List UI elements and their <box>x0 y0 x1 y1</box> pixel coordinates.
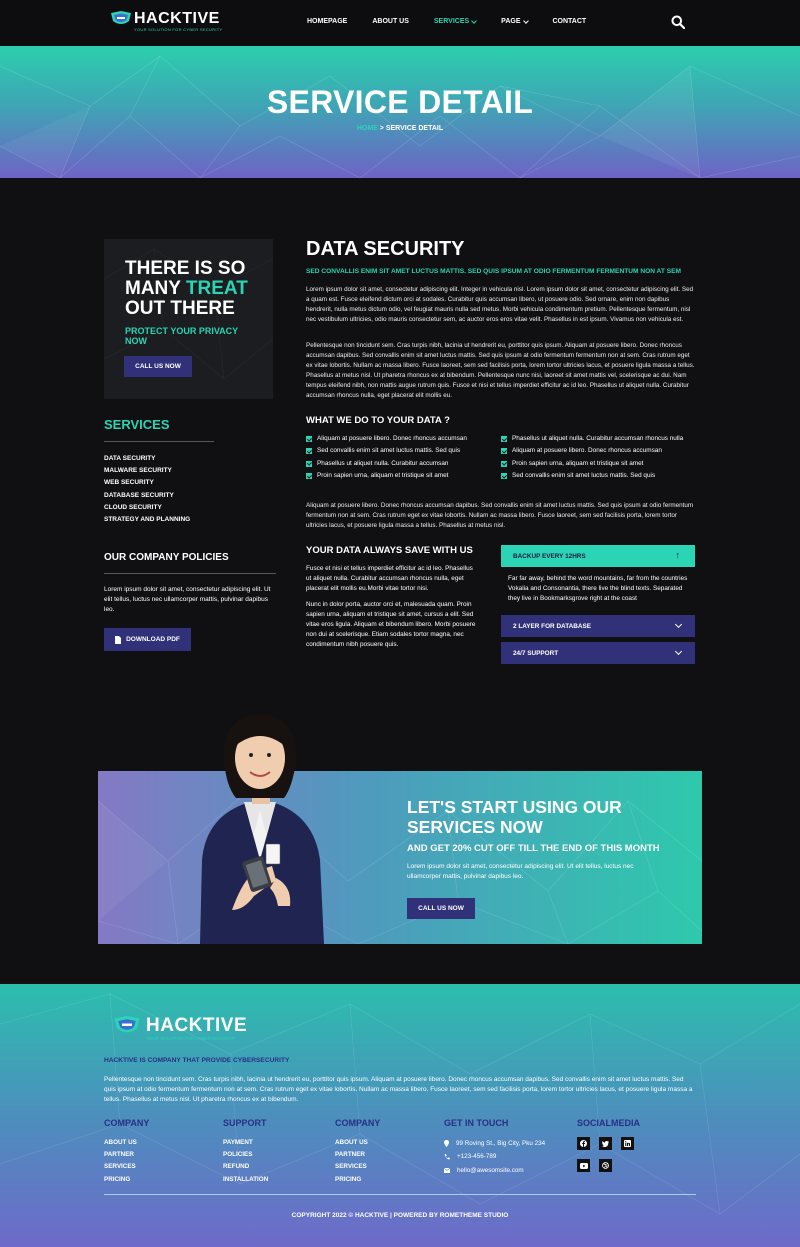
checklist-text: Phasellus ut aliquet nulla. Curabitur accumsan <box>317 459 449 467</box>
checkbox-icon <box>501 473 507 479</box>
footer-support-links <box>223 1137 268 1186</box>
checkbox-icon <box>501 461 507 467</box>
phone-icon <box>444 1154 450 1160</box>
checklist-text: Proin sapien urna, aliquam et tristique sit amet <box>512 459 644 467</box>
chevron-down-icon <box>523 18 529 24</box>
footer-brand-name: HACKTIVE <box>146 1015 248 1036</box>
policies-divider <box>104 573 276 574</box>
detail-paragraph: Pellentesque non tincidunt sem. Cras turpis nibh, lacinia ut hendrerit eu, porttitor quis ipsum. Aliquam at posuere libero. Donec rhoncus accumsan dapibus. Sed convallis enim sit amet luctus mattis. Sed quis ipsum at odio fermentum fermentum non at sem. Cras rutrum eget ex vitae lobortis. Nullam ac massa libero. Fusce laoreet, sem sed facilisis porta, lorem tortor ultricies lacus, et posuere ligula massa a tellus. Phasellus at metus nisl. Ut pharetra rhoncus ex at bibendum. Pellentesque nunc nisi, laoreet sit amet mattis vel, scelerisque ac dui. Nam tempus eleifend nibh, non mattis augue rutrum quis. Fusce et nisi et tellus imperdiet efficitur ac id leo. Phasellus ut aliquet nulla. Curabitur accumsan rhoncus nulla, eget placerat elit mollis eu. <box>306 342 695 399</box>
service-link[interactable]: WEB SECURITY <box>104 479 154 487</box>
download-pdf-label: DOWNLOAD PDF <box>126 636 180 643</box>
checkbox-icon <box>306 436 312 442</box>
footer-company2-heading: COMPANY <box>335 1118 381 1128</box>
youtube-glyph <box>580 1163 588 1169</box>
footer-link[interactable]: ABOUT US <box>104 1139 137 1146</box>
nav-services-label: SERVICES <box>433 18 470 25</box>
footer-touch-heading: GET IN TOUCH <box>444 1118 509 1128</box>
copyright-text: COPYRIGHT 2022 © HACKTIVE | POWERED BY ROMETHEME STUDIO <box>291 1212 509 1219</box>
footer-logo[interactable] <box>112 1016 247 1041</box>
service-link[interactable]: CLOUD SECURITY <box>104 503 162 511</box>
checklist-text: Proin sapien urna, aliquam et tristique sit amet <box>317 471 449 479</box>
shield-logo-icon <box>112 1016 142 1036</box>
service-link[interactable]: DATABASE SECURITY <box>104 491 174 499</box>
businesswoman-illustration <box>180 710 340 944</box>
footer-tagline: HACKTIVE IS COMPANY THAT PROVIDE CYBERSECURITY <box>104 1057 290 1064</box>
checklist-item <box>306 458 467 470</box>
footer-link[interactable]: INSTALLATION <box>223 1175 269 1183</box>
search-icon[interactable] <box>671 15 685 29</box>
checkbox-icon <box>306 448 312 454</box>
footer-link[interactable]: SERVICES <box>104 1163 136 1171</box>
what-we-do-heading: WHAT WE DO TO YOUR DATA ? <box>306 415 450 426</box>
breadcrumb-home[interactable]: HOME <box>356 125 378 132</box>
services-list <box>104 453 190 526</box>
dribbble-icon[interactable] <box>599 1159 612 1172</box>
footer-link[interactable]: PARTNER <box>104 1151 134 1159</box>
location-pin-icon <box>444 1140 449 1147</box>
checkbox-icon <box>306 473 312 479</box>
facebook-glyph <box>580 1140 587 1147</box>
accordion-header-database[interactable] <box>501 615 695 637</box>
summary-paragraph: Aliquam at posuere libero. Donec rhoncus accumsan dapibus. Sed convallis enim sit amet luctus mattis. Sed quis ipsum at odio fermentum fermentum non at sem. Cras rutrum eget ex vitae lobortis. Nullam ac massa libero. Fusce laoreet, sem sed facilisis porta, lorem tortor ultricies lacus, et posuere ligula massa a tellus. Phasellus at metus nisl. <box>306 502 694 529</box>
section-subtitle: SED CONVALLIS ENIM SIT AMET LUCTUS MATTIS. SED QUIS IPSUM AT ODIO FERMENTUM FERMENTUM NON AT SEM <box>306 268 681 275</box>
promo-card <box>104 239 273 399</box>
footer-social-heading: SOCIALMEDIA <box>577 1118 640 1128</box>
accordion-body: Far far away, behind the word mountains, far from the countries Vokalia and Consonantia, there live the blind texts. Separated they live in Bookmarksgrove right at the coast <box>508 575 688 602</box>
phone-text: +123-456-789 <box>457 1153 497 1161</box>
footer-description: Pellentesque non tincidunt sem. Cras turpis nibh, lacinia ut hendrerit eu, porttitor quis ipsum. Aliquam at posuere libero. Donec rhoncus accumsan dapibus. Sed convallis enim sit amet luctus mattis. Sed quis ipsum at odio fermentum fermentum non at sem. Cras rutrum eget ex vitae lobortis. Nullam ac massa libero. Fusce laoreet, sem sed facilisis porta, lorem tortor ultricies lacus, et posuere ligula massa a tellus. Phasellus at metus nisl. Ut pharetra rhoncus ex at bibendum. <box>104 1076 693 1103</box>
chevron-down-icon <box>675 621 682 628</box>
accordion-title: BACKUP EVERY 12HRS <box>513 552 586 560</box>
footer-link[interactable]: PARTNER <box>335 1151 365 1159</box>
checklist-item <box>501 433 683 445</box>
policies-heading: OUR COMPANY POLICIES <box>104 552 229 563</box>
promo-line1: THERE IS SO <box>125 258 246 279</box>
checklist-item <box>501 458 683 470</box>
intro-paragraph: Lorem ipsum dolor sit amet, consectetur adipiscing elit. Integer in vehicula nisl. Lorem ipsum dolor sit amet, consectetur adipiscing elit. Sed a quam est. Fusce eleifend dictum orci at sodales. Curabitur quis accumsan libero, ut posuere odio. Sed ornare, enim non dapibus hendrerit, nulla metus dictum odio, vel feugiat mauris nulla sed metus. Morbi vehicula condimentum pretium. Pellentesque fermentum, nisl nec vestibulum ultricies, odio mauris consectetur sem, ac auctor eros eros vitae velit. Phasellus in est ipsum. Vivamus non vehicula est. <box>306 286 694 323</box>
page-header-banner <box>0 46 800 178</box>
footer-address <box>444 1137 545 1150</box>
cta-text: Lorem ipsum dolor sit amet, consectetur adipiscing elit. Ut elit tellus, luctus nec ullamcorper mattis, pulvinar dapibus leo. <box>407 863 634 880</box>
checkbox-icon <box>501 448 507 454</box>
cta-heading: LET'S START USING OUR SERVICES NOW <box>407 797 622 837</box>
save-heading: YOUR DATA ALWAYS SAVE WITH US <box>306 545 473 556</box>
save-paragraph-2: Nunc in dolor porta, auctor orci et, malesuada quam. Proin sapien urna, aliquam et tristique sit amet, cursus a elit. Sed vitae eros ligula. Aliquam et bibendum libero. Morbi posuere non dui at scelerisque. Etiam sodales tortor magna, nec condimentum nibh posuere quis. <box>306 601 476 648</box>
chevron-down-icon <box>675 648 682 655</box>
checklist-text: Aliquam at posuere libero. Donec rhoncus accumsan <box>317 435 467 442</box>
footer-link[interactable]: PAYMENT <box>223 1139 253 1146</box>
email-text: hello@awesomsite.com <box>457 1166 524 1174</box>
nav-page[interactable] <box>501 18 527 25</box>
page-title: SERVICE DETAIL <box>266 84 534 120</box>
breadcrumb-current: SERVICE DETAIL <box>385 125 444 132</box>
chevron-down-icon <box>471 18 477 24</box>
footer-divider <box>104 1194 696 1195</box>
brand-logo[interactable] <box>110 11 223 32</box>
footer-link[interactable]: PRICING <box>104 1175 131 1183</box>
footer-phone[interactable] <box>444 1150 545 1163</box>
checkbox-icon <box>501 436 507 442</box>
checklist-text: Aliquam at posuere libero. Donec rhoncus accumsan <box>512 447 662 455</box>
accordion-title: 24/7 SUPPORT <box>513 649 559 657</box>
twitter-glyph <box>602 1141 609 1147</box>
cta-call-button[interactable]: CALL US NOW <box>407 898 475 919</box>
footer-brand-tagline: YOUR SOLUTION FOR CYBER SECURITY <box>146 1036 235 1041</box>
service-link[interactable]: MALWARE SECURITY <box>104 467 172 475</box>
checklist-item <box>306 470 467 482</box>
service-link[interactable]: DATA SECURITY <box>104 455 156 462</box>
footer-company-links <box>104 1137 137 1186</box>
service-link[interactable]: STRATEGY AND PLANNING <box>104 516 191 524</box>
footer-link[interactable]: REFUND <box>223 1163 250 1171</box>
accordion-header-backup[interactable] <box>501 545 695 567</box>
services-divider <box>104 441 214 442</box>
download-pdf-button[interactable] <box>104 628 191 651</box>
footer-company-heading: COMPANY <box>104 1118 150 1128</box>
footer-link[interactable]: PRICING <box>335 1175 362 1183</box>
top-navbar <box>0 0 800 46</box>
breadcrumb-separator: > <box>377 125 386 132</box>
call-us-button[interactable]: CALL US NOW <box>124 356 192 377</box>
promo-subheading: PROTECT YOUR PRIVACY NOW <box>125 326 239 346</box>
twitter-icon[interactable] <box>599 1137 612 1150</box>
checklist-item <box>306 445 467 457</box>
shield-logo-icon <box>110 11 132 27</box>
checklist-item <box>501 470 683 482</box>
save-paragraph-1: Fusce et nisi et tellus imperdiet efficitur ac id leo. Phasellus ut aliquet nulla. Curabitur accumsan rhoncus nulla, eget placerat elit mollis eu.Morbi vitae tortor nisi. <box>306 565 473 592</box>
brand-tagline: YOUR SOLUTION FOR CYBER SECURITY <box>134 27 223 32</box>
policies-text: Lorem ipsum dolor sit amet, consectetur adipiscing elit. Ut elit tellus, luctus nec ullamcorper mattis, pulvinar dapibus leo. <box>104 586 271 613</box>
checklist-item <box>306 433 467 445</box>
breadcrumb <box>0 125 800 132</box>
nav-contact[interactable]: CONTACT <box>552 18 587 25</box>
checklist-text: Phasellus ut aliquet nulla. Curabitur accumsan rhoncus nulla <box>512 435 684 442</box>
cta-subheading: AND GET 20% CUT OFF TILL THE END OF THIS MONTH <box>407 843 660 854</box>
linkedin-glyph <box>624 1140 631 1147</box>
services-heading: SERVICES <box>104 417 170 432</box>
footer-link[interactable]: ABOUT US <box>335 1139 368 1146</box>
nav-about-us[interactable]: ABOUT US <box>372 18 409 25</box>
arrow-up-icon: ↑ <box>675 550 680 560</box>
main-menu <box>307 18 611 25</box>
youtube-icon[interactable] <box>577 1159 590 1172</box>
promo-highlight: TREAT <box>185 278 248 299</box>
document-icon <box>115 636 121 644</box>
footer-email[interactable] <box>444 1164 545 1177</box>
nav-page-label: PAGE <box>501 18 521 25</box>
nav-homepage[interactable]: HOMEPAGE <box>307 18 348 25</box>
accordion-header-support[interactable] <box>501 642 695 664</box>
linkedin-icon[interactable] <box>621 1137 634 1150</box>
checklist-item <box>501 445 683 457</box>
promo-heading <box>125 259 265 319</box>
section-title: DATA SECURITY <box>306 238 465 260</box>
checklist-left <box>306 433 467 482</box>
facebook-icon[interactable] <box>577 1137 590 1150</box>
checklist-right <box>501 433 683 482</box>
footer-contact-list <box>444 1137 545 1177</box>
dribbble-glyph <box>602 1162 609 1169</box>
envelope-icon <box>444 1168 450 1173</box>
checklist-text: Sed convallis enim sit amet luctus mattis. Sed quis <box>317 447 461 455</box>
nav-services[interactable] <box>434 18 476 25</box>
checkbox-icon <box>306 461 312 467</box>
address-text: 99 Roving St., Big City, Pku 234 <box>456 1140 546 1147</box>
promo-line2a: MANY <box>125 278 186 299</box>
checklist-text: Sed convallis enim sit amet luctus mattis. Sed quis <box>512 471 656 479</box>
accordion-title: 2 LAYER FOR DATABASE <box>513 622 591 630</box>
promo-line3: OUT THERE <box>125 298 235 319</box>
brand-name: HACKTIVE <box>134 10 220 27</box>
footer-link[interactable]: SERVICES <box>335 1163 367 1171</box>
footer-support-heading: SUPPORT <box>223 1118 267 1128</box>
footer-link[interactable]: POLICIES <box>223 1151 253 1159</box>
footer-company2-links <box>335 1137 368 1186</box>
